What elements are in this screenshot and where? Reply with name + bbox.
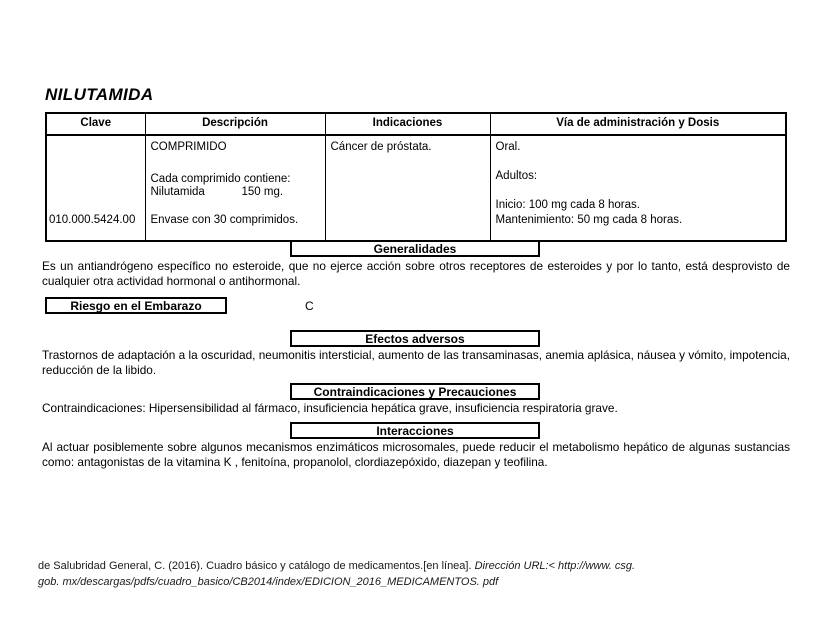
clave-cell-inner (47, 136, 145, 232)
table-header (46, 113, 786, 135)
via-maintenance-dose: Mantenimiento: 50 mg cada 8 horas. (495, 214, 683, 226)
citation-roman: de Salubridad General, C. (2016). Cuadro básico y catálogo de medicamentos.[en línea]. (38, 560, 475, 572)
section-heading-generalidades: Generalidades (290, 240, 540, 257)
pregnancy-risk-value: C (305, 299, 314, 313)
via-population: Adultos: (495, 170, 538, 183)
descripcion-contents-label: Cada comprimido contiene: (150, 173, 291, 186)
table-header-row (46, 113, 786, 135)
descripcion-ingredient: Nilutamida (150, 186, 205, 199)
section-text-generalidades: Es un antiandrógeno específico no esteroide, que no ejerce acción sobre otros receptores de esteroides y por lo tanto, está desprovisto de cualquier otra actividad hormonal o antihormonal. (42, 259, 790, 288)
descripcion-packaging: Envase con 30 comprimidos. (150, 214, 299, 226)
section-heading-interacciones: Interacciones (290, 422, 540, 439)
cell-descripcion (145, 135, 325, 241)
citation-url: Dirección URL:< http://www. csg. gob. mx/descargas/pdfs/cuadro_basico/CB2014/index/EDICION_2016_MEDICAMENTOS. pdf (38, 560, 636, 588)
via-initial-dose: Inicio: 100 mg cada 8 horas. (495, 199, 640, 212)
page-title: NILUTAMIDA (45, 85, 154, 104)
column-header-clave: Clave (46, 113, 145, 135)
section-heading-riesgo-embarazo: Riesgo en el Embarazo (45, 297, 227, 314)
section-text-efectos-adversos: Trastornos de adaptación a la oscuridad, neumonitis intersticial, aumento de las transaminasas, anemia aplásica, náusea y vómito, impotencia, reducción de la libido. (42, 348, 790, 377)
cell-indicaciones (325, 135, 490, 241)
descripcion-dose: 150 mg. (241, 186, 284, 199)
section-text-interacciones: Al actuar posiblemente sobre algunos mecanismos enzimáticos microsomales, puede reducir el metabolismo hepático de algunas sustancias como: antagonistas de la vitamina K , fenitoína, propanolol, clordiazepóxido, diazepan y teofilina. (42, 440, 790, 469)
descripcion-cell-inner (146, 136, 325, 232)
descripcion-form: COMPRIMIDO (150, 141, 227, 154)
indicaciones-text: Cáncer de próstata. (330, 141, 432, 154)
cell-clave (46, 135, 145, 241)
cell-via (490, 135, 786, 241)
via-route: Oral. (495, 141, 521, 154)
clave-code: 010.000.5424.00 (49, 214, 136, 226)
via-cell-inner (491, 136, 786, 232)
medication-table (45, 112, 787, 242)
column-header-via: Vía de administración y Dosis (490, 113, 786, 135)
section-heading-efectos-adversos: Efectos adversos (290, 330, 540, 347)
footer-citation (38, 558, 658, 590)
section-heading-contraindicaciones: Contraindicaciones y Precauciones (290, 383, 540, 400)
table-row (46, 135, 786, 241)
column-header-indicaciones: Indicaciones (325, 113, 490, 135)
table-body (46, 135, 786, 241)
section-text-contraindicaciones: Contraindicaciones: Hipersensibilidad al fármaco, insuficiencia hepática grave, insuficiencia respiratoria grave. (42, 401, 618, 415)
column-header-descripcion: Descripción (145, 113, 325, 135)
